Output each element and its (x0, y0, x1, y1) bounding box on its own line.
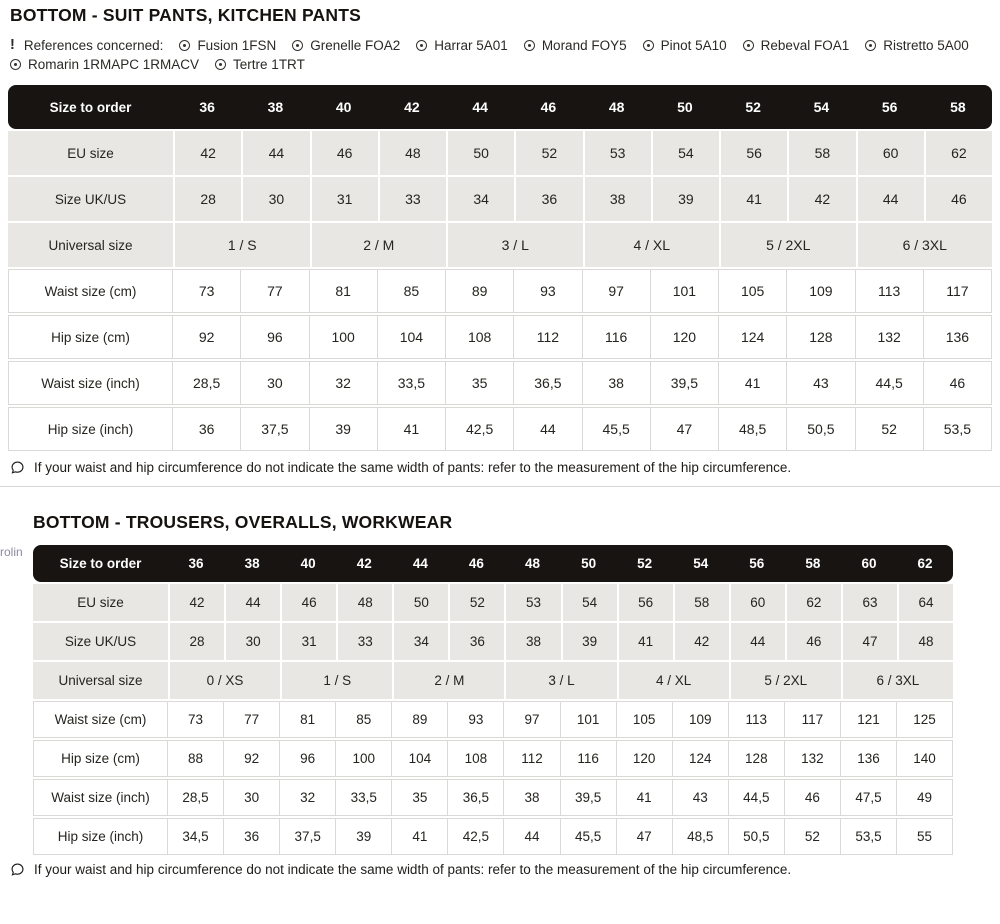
value-cell: 42,5 (446, 407, 514, 451)
size-header-cell: 50 (581, 556, 597, 571)
edge-cutoff-text: rolin (0, 545, 23, 559)
note-text: If your waist and hip circumference do not indicate the same width of pants: refer to the measurement of the hip circumference. (34, 862, 792, 877)
value-cell: 53 (583, 131, 651, 175)
value-cell: 116 (583, 315, 651, 359)
reference-item (416, 38, 508, 53)
value-cell: 85 (336, 701, 392, 738)
value-cell: 53,5 (841, 818, 897, 855)
size-header-cell: 44 (412, 556, 428, 571)
value-cell: 109 (787, 269, 855, 313)
value-cell: 50,5 (787, 407, 855, 451)
value-cell: 38 (583, 177, 651, 221)
value-cell: 4 / XL (617, 662, 729, 699)
size-header-cell: 56 (749, 556, 765, 571)
value-cell: 36 (448, 623, 504, 660)
size-header-cell: 38 (244, 556, 260, 571)
value-cell: 44 (514, 407, 582, 451)
value-cell: 108 (446, 315, 514, 359)
value-cell: 113 (729, 701, 785, 738)
value-cell: 62 (924, 131, 992, 175)
value-cell: 48 (897, 623, 953, 660)
table-row (8, 131, 992, 175)
value-cell: 42 (173, 131, 241, 175)
reference-item (743, 38, 850, 53)
value-cell: 48 (378, 131, 446, 175)
value-cell: 3 / L (446, 223, 583, 267)
size-table-trousers (33, 545, 953, 855)
value-cell: 112 (514, 315, 582, 359)
value-cell: 2 / M (392, 662, 504, 699)
value-cell: 33 (336, 623, 392, 660)
value-cell: 32 (310, 361, 378, 405)
value-cell: 97 (504, 701, 560, 738)
table-row (8, 407, 992, 451)
value-cell: 104 (378, 315, 446, 359)
value-cell: 38 (583, 361, 651, 405)
value-cell: 101 (561, 701, 617, 738)
reference-bullet-icon (524, 40, 535, 51)
reference-label: Romarin 1RMAPC 1RMACV (28, 57, 200, 72)
value-cell: 64 (897, 584, 953, 621)
size-header-cell: 60 (861, 556, 877, 571)
references-label-group (10, 37, 163, 53)
value-cell: 85 (378, 269, 446, 313)
size-header-cell: 36 (188, 556, 204, 571)
value-cell: 44,5 (856, 361, 924, 405)
size-header-cell: 42 (404, 99, 420, 115)
value-cell: 44 (504, 818, 560, 855)
value-cell: 62 (785, 584, 841, 621)
size-header-cell: 46 (540, 99, 557, 115)
value-cell: 132 (785, 740, 841, 777)
value-cell: 63 (841, 584, 897, 621)
value-cell: 117 (785, 701, 841, 738)
row-label: Universal size (33, 662, 168, 699)
value-cell: 41 (719, 361, 787, 405)
value-cell: 34 (446, 177, 514, 221)
table-row (8, 177, 992, 221)
value-cell: 44 (856, 177, 924, 221)
reference-bullet-icon (865, 40, 876, 51)
value-cell: 48,5 (673, 818, 729, 855)
value-cell: 77 (241, 269, 309, 313)
value-cell: 41 (719, 177, 787, 221)
size-to-order-label: Size to order (59, 556, 142, 571)
value-cell: 124 (719, 315, 787, 359)
reference-label: Fusion 1FSN (197, 37, 277, 53)
references-list (10, 37, 992, 72)
value-cell: 58 (673, 584, 729, 621)
value-cell: 121 (841, 701, 897, 738)
value-cell: 96 (280, 740, 336, 777)
value-cell: 46 (785, 779, 841, 816)
size-header-cell: 54 (813, 99, 830, 115)
section-title-suit-pants: BOTTOM - SUIT PANTS, KITCHEN PANTS (10, 5, 361, 25)
value-cell: 93 (448, 701, 504, 738)
note-row-suit-pants (10, 460, 992, 475)
value-cell: 47,5 (841, 779, 897, 816)
value-cell: 41 (617, 779, 673, 816)
value-cell: 31 (310, 177, 378, 221)
value-cell: 46 (280, 584, 336, 621)
value-cell: 88 (168, 740, 224, 777)
value-cell: 38 (504, 623, 560, 660)
size-header-cell: 36 (199, 99, 215, 115)
reference-label: Morand FOY5 (541, 37, 627, 53)
value-cell: 81 (280, 701, 336, 738)
value-cell: 39 (651, 177, 719, 221)
value-cell: 41 (392, 818, 448, 855)
value-cell: 116 (561, 740, 617, 777)
value-cell: 77 (224, 701, 280, 738)
row-label: EU size (33, 584, 168, 621)
size-header-cell: 58 (805, 556, 821, 571)
reference-item (865, 38, 969, 53)
row-label: Size UK/US (8, 177, 173, 221)
value-cell: 46 (924, 177, 992, 221)
table-header-row (33, 545, 953, 582)
value-cell: 30 (241, 361, 309, 405)
value-cell: 45,5 (561, 818, 617, 855)
value-cell: 50 (446, 131, 514, 175)
value-cell: 39 (561, 623, 617, 660)
value-cell: 43 (787, 361, 855, 405)
size-to-order-label: Size to order (49, 99, 132, 115)
row-label: Hip size (cm) (8, 315, 173, 359)
speech-bubble-icon (10, 460, 25, 475)
value-cell: 49 (897, 779, 953, 816)
value-cell: 33 (378, 177, 446, 221)
section-divider (0, 486, 1000, 487)
size-header-cell: 52 (745, 99, 761, 115)
size-header-cell: 40 (335, 99, 352, 115)
value-cell: 97 (583, 269, 651, 313)
value-cell: 46 (785, 623, 841, 660)
reference-bullet-icon (179, 40, 190, 51)
value-cell: 6 / 3XL (856, 223, 993, 267)
value-cell: 33,5 (336, 779, 392, 816)
value-cell: 42,5 (448, 818, 504, 855)
size-header-cell: 50 (677, 99, 693, 115)
value-cell: 5 / 2XL (729, 662, 841, 699)
value-cell: 36 (224, 818, 280, 855)
row-label: Hip size (inch) (8, 407, 173, 451)
value-cell: 41 (378, 407, 446, 451)
value-cell: 0 / XS (168, 662, 280, 699)
value-cell: 92 (173, 315, 241, 359)
value-cell: 43 (673, 779, 729, 816)
speech-bubble-icon (10, 862, 25, 877)
value-cell: 39,5 (561, 779, 617, 816)
value-cell: 89 (392, 701, 448, 738)
value-cell: 52 (448, 584, 504, 621)
value-cell: 36 (173, 407, 241, 451)
value-cell: 5 / 2XL (719, 223, 856, 267)
note-row-trousers (10, 862, 992, 877)
table-row (33, 740, 953, 777)
value-cell: 93 (514, 269, 582, 313)
size-header-cell: 44 (472, 99, 488, 115)
reference-label: Pinot 5A10 (660, 37, 727, 53)
value-cell: 48 (336, 584, 392, 621)
size-header-cell: 38 (267, 99, 284, 115)
value-cell: 53,5 (924, 407, 992, 451)
row-label: Waist size (cm) (33, 701, 168, 738)
size-header-cell: 42 (356, 556, 372, 571)
value-cell: 120 (651, 315, 719, 359)
value-cell: 50 (392, 584, 448, 621)
value-cell: 30 (224, 623, 280, 660)
value-cell: 100 (310, 315, 378, 359)
value-cell: 47 (651, 407, 719, 451)
value-cell: 28 (173, 177, 241, 221)
value-cell: 60 (856, 131, 924, 175)
value-cell: 1 / S (173, 223, 310, 267)
table-row (8, 315, 992, 359)
table-row (33, 701, 953, 738)
value-cell: 124 (673, 740, 729, 777)
value-cell: 53 (504, 584, 560, 621)
value-cell: 47 (617, 818, 673, 855)
value-cell: 56 (719, 131, 787, 175)
value-cell: 117 (924, 269, 992, 313)
value-cell: 108 (448, 740, 504, 777)
value-cell: 54 (561, 584, 617, 621)
section-trousers (0, 512, 1000, 877)
size-header-cell: 48 (524, 556, 541, 571)
value-cell: 89 (446, 269, 514, 313)
reference-label: Rebeval FOA1 (760, 37, 850, 53)
table-row (33, 779, 953, 816)
value-cell: 28,5 (173, 361, 241, 405)
value-cell: 81 (310, 269, 378, 313)
value-cell: 45,5 (583, 407, 651, 451)
value-cell: 128 (729, 740, 785, 777)
value-cell: 105 (617, 701, 673, 738)
size-header-cell: 54 (693, 556, 709, 571)
row-label: Hip size (cm) (33, 740, 168, 777)
value-cell: 128 (787, 315, 855, 359)
note-text: If your waist and hip circumference do not indicate the same width of pants: refer to the measurement of the hip circumference. (34, 460, 792, 475)
reference-bullet-icon (10, 59, 21, 70)
row-label: EU size (8, 131, 173, 175)
value-cell: 34 (392, 623, 448, 660)
size-header-cell: 40 (300, 556, 316, 571)
size-header-cell: 46 (468, 556, 484, 571)
value-cell: 120 (617, 740, 673, 777)
value-cell: 32 (280, 779, 336, 816)
value-cell: 30 (224, 779, 280, 816)
size-header-cell: 58 (950, 99, 966, 115)
row-label: Waist size (inch) (33, 779, 168, 816)
value-cell: 28 (168, 623, 224, 660)
value-cell: 73 (168, 701, 224, 738)
size-header-cell: 52 (637, 556, 653, 571)
value-cell: 39,5 (651, 361, 719, 405)
value-cell: 44 (241, 131, 309, 175)
reference-label: Grenelle FOA2 (310, 37, 401, 53)
size-header-cell: 48 (608, 99, 625, 115)
value-cell: 52 (514, 131, 582, 175)
value-cell: 1 / S (280, 662, 392, 699)
value-cell: 47 (841, 623, 897, 660)
value-cell: 56 (617, 584, 673, 621)
value-cell: 136 (841, 740, 897, 777)
reference-bullet-icon (416, 40, 427, 51)
reference-item (524, 38, 627, 53)
value-cell: 6 / 3XL (841, 662, 953, 699)
value-cell: 55 (897, 818, 953, 855)
value-cell: 46 (924, 361, 992, 405)
value-cell: 36 (514, 177, 582, 221)
value-cell: 39 (310, 407, 378, 451)
table-row (33, 584, 953, 621)
size-table-suit-pants (8, 85, 992, 451)
reference-bullet-icon (215, 59, 226, 70)
row-label: Waist size (inch) (8, 361, 173, 405)
value-cell: 132 (856, 315, 924, 359)
table-row (8, 269, 992, 313)
value-cell: 37,5 (241, 407, 309, 451)
value-cell: 140 (897, 740, 953, 777)
value-cell: 36,5 (448, 779, 504, 816)
table-row (33, 662, 953, 699)
reference-item (292, 38, 400, 53)
reference-label: Harrar 5A01 (434, 37, 508, 53)
value-cell: 58 (787, 131, 855, 175)
value-cell: 44 (224, 584, 280, 621)
value-cell: 4 / XL (583, 223, 720, 267)
value-cell: 52 (856, 407, 924, 451)
value-cell: 50,5 (729, 818, 785, 855)
value-cell: 2 / M (310, 223, 447, 267)
reference-label: Ristretto 5A00 (883, 37, 969, 53)
value-cell: 104 (392, 740, 448, 777)
value-cell: 44 (729, 623, 785, 660)
row-label: Waist size (cm) (8, 269, 173, 313)
size-header-cell: 62 (917, 556, 933, 571)
value-cell: 28,5 (168, 779, 224, 816)
row-label: Universal size (8, 223, 173, 267)
value-cell: 136 (924, 315, 992, 359)
value-cell: 92 (224, 740, 280, 777)
row-label: Hip size (inch) (33, 818, 168, 855)
value-cell: 42 (168, 584, 224, 621)
references-label: References concerned: (23, 37, 164, 53)
value-cell: 125 (897, 701, 953, 738)
value-cell: 36,5 (514, 361, 582, 405)
reference-label: Tertre 1TRT (233, 57, 305, 72)
value-cell: 3 / L (504, 662, 616, 699)
value-cell: 33,5 (378, 361, 446, 405)
value-cell: 100 (336, 740, 392, 777)
table-row (33, 818, 953, 855)
value-cell: 113 (856, 269, 924, 313)
value-cell: 37,5 (280, 818, 336, 855)
reference-bullet-icon (292, 40, 303, 51)
value-cell: 38 (504, 779, 560, 816)
reference-item (643, 38, 727, 53)
value-cell: 105 (719, 269, 787, 313)
table-row (8, 223, 992, 267)
reference-bullet-icon (743, 40, 754, 51)
row-label: Size UK/US (33, 623, 168, 660)
value-cell: 42 (787, 177, 855, 221)
value-cell: 31 (280, 623, 336, 660)
value-cell: 109 (673, 701, 729, 738)
value-cell: 34,5 (168, 818, 224, 855)
reference-item (179, 38, 276, 53)
section-title-trousers: BOTTOM - TROUSERS, OVERALLS, WORKWEAR (33, 512, 453, 532)
size-header-cell: 56 (881, 99, 898, 115)
value-cell: 96 (241, 315, 309, 359)
value-cell: 39 (336, 818, 392, 855)
value-cell: 44,5 (729, 779, 785, 816)
value-cell: 30 (241, 177, 309, 221)
table-row (8, 361, 992, 405)
value-cell: 35 (392, 779, 448, 816)
reference-item (215, 57, 305, 72)
value-cell: 101 (651, 269, 719, 313)
value-cell: 48,5 (719, 407, 787, 451)
value-cell: 41 (617, 623, 673, 660)
reference-item (10, 57, 199, 72)
value-cell: 60 (729, 584, 785, 621)
value-cell: 73 (173, 269, 241, 313)
table-row (33, 623, 953, 660)
value-cell: 52 (785, 818, 841, 855)
table-header-row (8, 85, 992, 129)
exclamation-icon: ! (10, 37, 15, 53)
value-cell: 46 (310, 131, 378, 175)
value-cell: 42 (673, 623, 729, 660)
value-cell: 35 (446, 361, 514, 405)
reference-bullet-icon (643, 40, 654, 51)
value-cell: 112 (504, 740, 560, 777)
value-cell: 54 (651, 131, 719, 175)
